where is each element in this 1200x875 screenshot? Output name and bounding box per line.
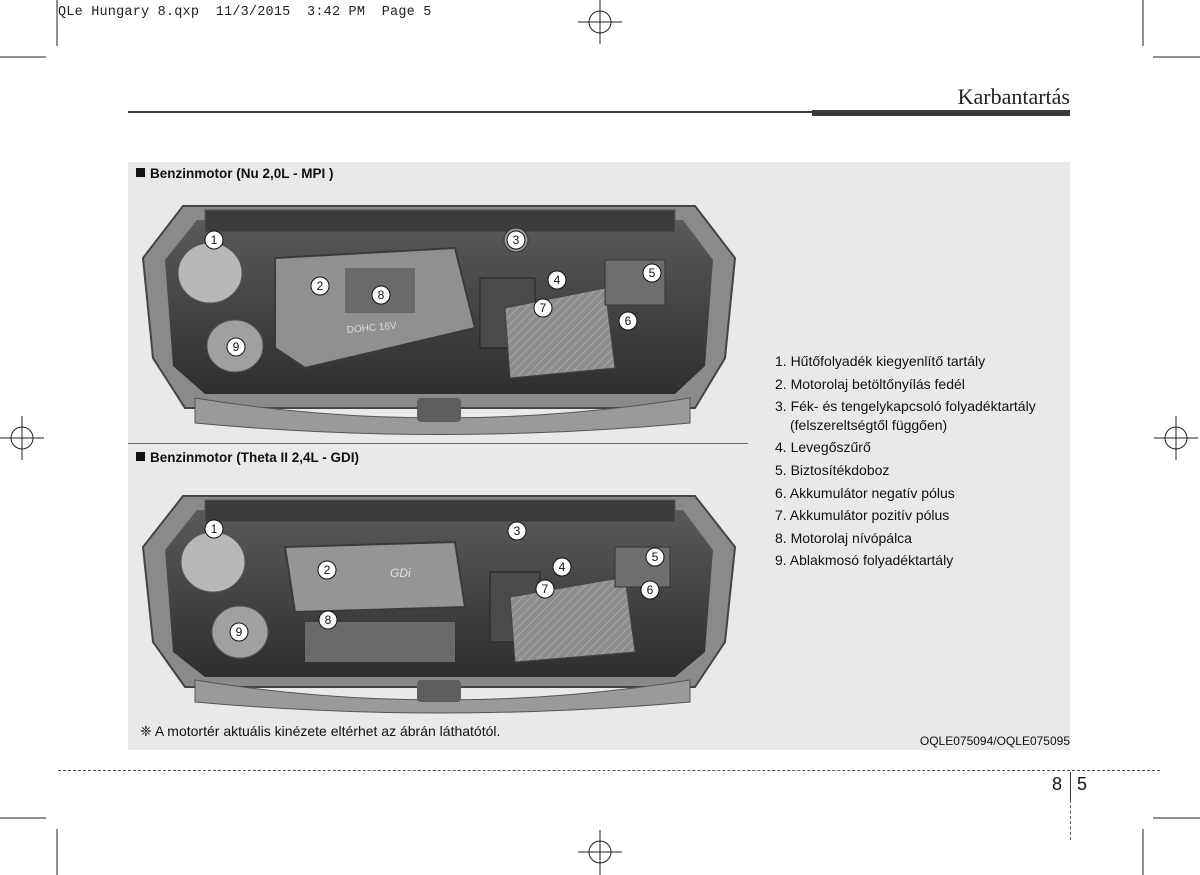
engine-bay-image-mpi <box>135 198 745 438</box>
legend-list <box>775 350 1036 572</box>
legend-item: 3. Fék- és tengelykapcsoló folyadéktartály <box>775 398 1036 415</box>
callout-5 <box>646 548 664 566</box>
bullet-square-icon <box>136 452 145 461</box>
svg-text:6: 6 <box>624 314 632 328</box>
svg-text:7: 7 <box>539 301 547 315</box>
footer-dashed-vertical <box>1070 800 1071 840</box>
legend-item: 1. Hűtőfolyadék kiegyenlítő tartály <box>775 353 986 369</box>
image-code: OQLE075094/OQLE075095 <box>919 734 1070 748</box>
callout-8 <box>372 286 390 304</box>
registration-mark-left <box>0 416 44 460</box>
svg-text:8: 8 <box>377 288 385 302</box>
svg-text:3: 3 <box>512 233 520 247</box>
callout-7 <box>536 580 554 598</box>
callout-2 <box>318 561 336 579</box>
legend-item: 5. Biztosítékdoboz <box>775 461 890 478</box>
callout-4 <box>553 558 571 576</box>
svg-text:2: 2 <box>316 279 324 293</box>
registration-mark-right <box>1154 416 1198 460</box>
svg-text:9: 9 <box>235 625 243 639</box>
callout-3 <box>507 231 525 249</box>
registration-mark-bottom <box>578 830 622 875</box>
engine-bay-image-gdi <box>135 492 745 722</box>
footnote: ❈ A motortér aktuális kinézete eltérhet az ábrán láthatótól. <box>140 723 501 739</box>
callout-8 <box>319 611 337 629</box>
callout-5 <box>643 264 661 282</box>
section-label-mpi: Benzinmotor (Nu 2,0L - MPI ) <box>136 166 334 181</box>
svg-text:6: 6 <box>646 583 654 597</box>
svg-text:1: 1 <box>210 522 218 536</box>
svg-text:5: 5 <box>651 550 659 564</box>
print-slug: QLe Hungary 8.qxp 11/3/2015 3:42 PM Page 5 <box>58 5 432 20</box>
callout-6 <box>619 312 637 330</box>
legend-item: 7. Akkumulátor pozitív pólus <box>775 507 950 524</box>
callout-2 <box>311 277 329 295</box>
section-divider <box>128 443 748 444</box>
callout-9 <box>227 338 245 356</box>
legend-item: 9. Ablakmosó folyadéktartály <box>775 552 954 569</box>
svg-text:4: 4 <box>558 560 566 574</box>
section-title: Karbantartás <box>957 84 1070 109</box>
callout-1 <box>205 520 223 538</box>
callout-4 <box>548 271 566 289</box>
svg-text:9: 9 <box>232 340 240 354</box>
svg-text:7: 7 <box>541 582 549 596</box>
callout-6 <box>641 581 659 599</box>
legend-item: 4. Levegőszűrő <box>775 439 871 456</box>
engine-mark-gdi: GDi <box>390 566 411 580</box>
callout-9 <box>230 623 248 641</box>
callout-1 <box>205 231 223 249</box>
legend-item: 2. Motorolaj betöltőnyílás fedél <box>775 375 965 392</box>
callout-7 <box>534 299 552 317</box>
svg-text:2: 2 <box>323 563 331 577</box>
header-bar <box>812 110 1070 116</box>
footer-dashed-rule <box>58 770 1160 771</box>
bullet-square-icon <box>136 168 145 177</box>
svg-text:8: 8 <box>324 613 332 627</box>
svg-text:5: 5 <box>648 266 656 280</box>
engine-mark-dohc: DOHC 16V <box>346 320 398 336</box>
callout-3 <box>508 522 526 540</box>
registration-mark-top <box>578 0 622 44</box>
svg-text:4: 4 <box>553 273 561 287</box>
chapter-number: 8 <box>1052 774 1063 794</box>
legend-item: 6. Akkumulátor negatív pólus <box>775 484 955 501</box>
svg-text:1: 1 <box>210 233 218 247</box>
page-number-separator <box>1070 772 1071 800</box>
page-number: 5 <box>1077 774 1088 794</box>
section-label-gdi: Benzinmotor (Theta II 2,4L - GDI) <box>136 450 359 465</box>
legend-item-continuation: (felszereltségtől függően) <box>790 416 948 433</box>
svg-text:3: 3 <box>513 524 521 538</box>
legend-item: 8. Motorolaj nívópálca <box>775 529 912 546</box>
